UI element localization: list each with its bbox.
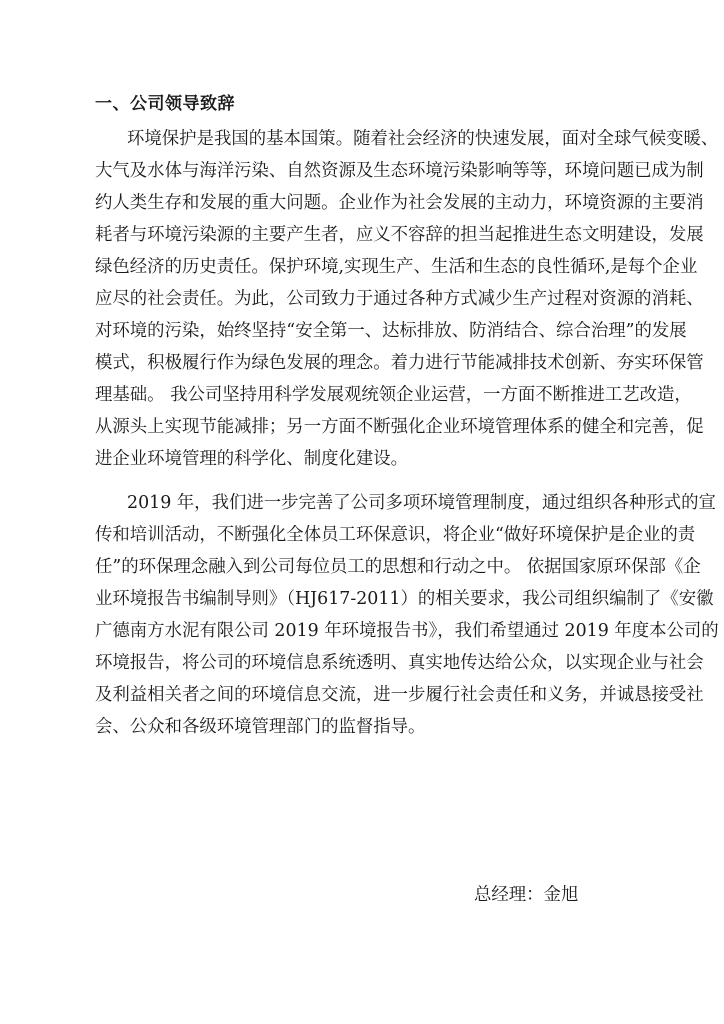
- paragraph-line: 理基础。 我公司坚持用科学发展观统领企业运营，一方面不断推进工艺改造，: [95, 385, 692, 405]
- section-heading: 一、公司领导致辞: [95, 94, 235, 114]
- paragraph-line: 环境报告，将公司的环境信息系统透明、真实地传达给公众，以实现企业与社会: [95, 653, 704, 673]
- signature: 总经理：金旭: [474, 885, 579, 905]
- paragraph-line: 绿色经济的历史责任。保护环境,实现生产、生活和生态的良性循环,是每个企业: [95, 257, 698, 277]
- paragraph-line: 2019 年，我们进一步完善了公司多项环境管理制度，通过组织各种形式的宣: [127, 493, 716, 513]
- paragraph-line: 耗者与环境污染源的主要产生者，应义不容辞的担当起推进生态文明建设，发展: [95, 225, 704, 245]
- paragraph-line: 从源头上实现节能减排；另一方面不断强化企业环境管理体系的健全和完善，促: [95, 417, 704, 437]
- paragraph-line: 应尽的社会责任。为此，公司致力于通过各种方式减少生产过程对资源的消耗、: [95, 289, 704, 309]
- paragraph-line: 广德南方水泥有限公司 2019 年环境报告书》，我们希望通过 2019 年度本公司的: [95, 621, 719, 641]
- paragraph-line: 进企业环境管理的科学化、制度化建设。: [95, 449, 409, 469]
- paragraph-line: 环境保护是我国的基本国策。随着社会经济的快速发展，面对全球气候变暖、: [127, 129, 719, 149]
- paragraph-line: 会、公众和各级环境管理部门的监督指导。: [95, 717, 426, 737]
- paragraph-line: 约人类生存和发展的重大问题。企业作为社会发展的主动力，环境资源的主要消: [95, 193, 704, 213]
- paragraph-line: 对环境的污染，始终坚持“安全第一、达标排放、防消结合、综合治理”的发展: [95, 321, 687, 341]
- paragraph-line: 传和培训活动，不断强化全体员工环保意识，将企业“做好环境保护是企业的责: [95, 525, 696, 545]
- paragraph-line: 业环境报告书编制导则》（HJ617-2011）的相关要求，我公司组织编制了《安徽: [95, 589, 714, 609]
- paragraph-line: 模式，积极履行作为绿色发展的理念。着力进行节能减排技术创新、夯实环保管: [95, 353, 704, 373]
- paragraph-line: 任”的环保理念融入到公司每位员工的思想和行动之中。 依据国家原环保部《企: [95, 557, 701, 577]
- paragraph-line: 及利益相关者之间的环境信息交流，进一步履行社会责任和义务，并诚恳接受社: [95, 685, 704, 705]
- paragraph-line: 大气及水体与海洋污染、自然资源及生态环境污染影响等等，环境问题已成为制: [95, 161, 704, 181]
